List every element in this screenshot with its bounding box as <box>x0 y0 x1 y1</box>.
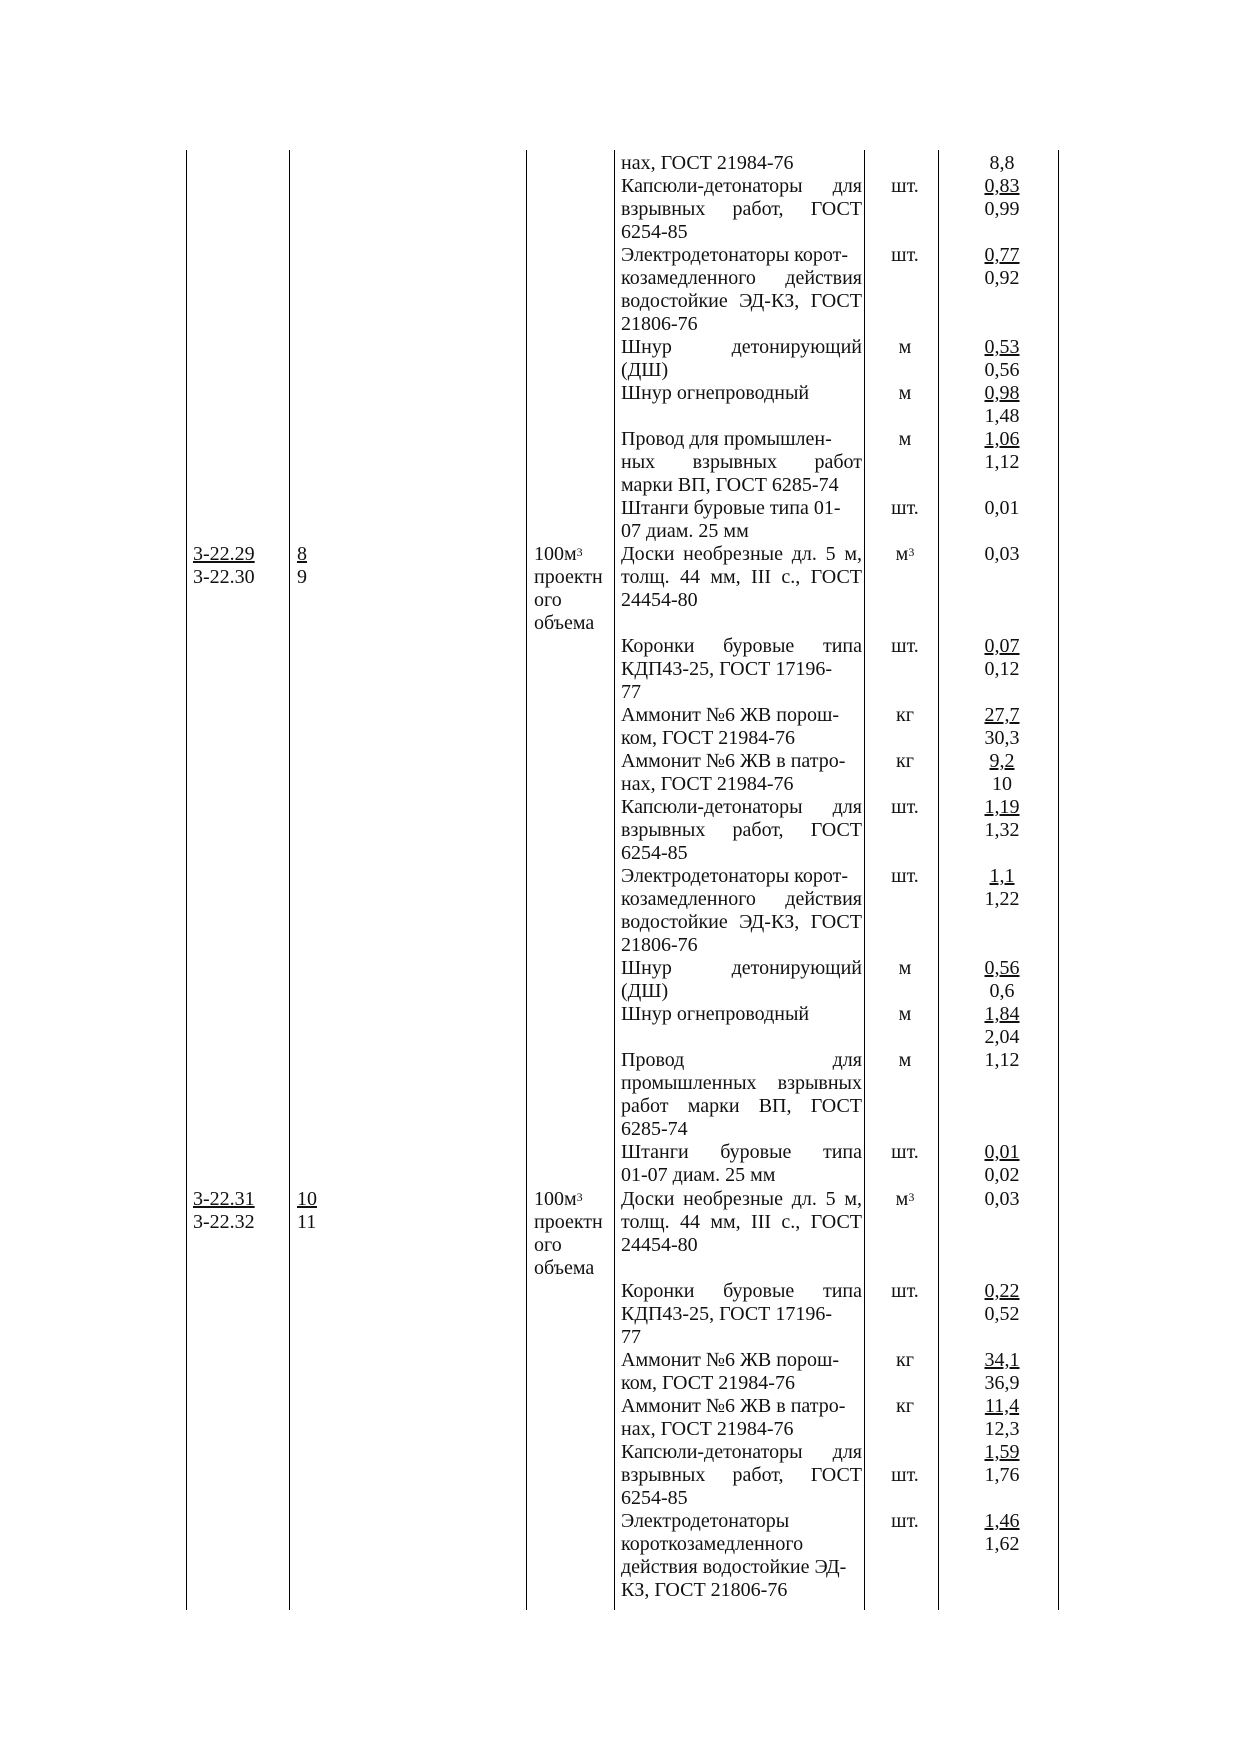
resource-name-cell <box>621 152 862 175</box>
measure-line: проектн <box>534 1211 603 1233</box>
quantity-numerator: 0,77 <box>984 244 1020 266</box>
resource-name-line: Провод для <box>621 1049 862 1071</box>
quantity-numerator: 0,53 <box>984 336 1020 358</box>
quantity-numerator: 11,4 <box>984 1395 1020 1417</box>
resource-name-line: 01-07 диам. 25 мм <box>621 1164 776 1186</box>
quantity-cell <box>950 704 1054 750</box>
measure-line: ого <box>534 1234 562 1256</box>
quantity-numerator: 0,03 <box>984 543 1020 565</box>
table-border-right <box>1058 150 1059 1610</box>
unit-cell <box>870 635 940 658</box>
resource-name-line: Капсюли-детонаторы для <box>621 175 862 197</box>
unit-text: шт. <box>891 497 919 519</box>
quantity-denominator: 0,6 <box>989 980 1015 1002</box>
resource-name-line: ком, ГОСТ 21984-76 <box>621 1372 795 1394</box>
quantity-cell <box>950 796 1054 842</box>
resource-name-line: КЗ, ГОСТ 21806-76 <box>621 1579 788 1601</box>
unit-text: шт. <box>891 635 919 657</box>
resource-name-line: Шнур огнепроводный <box>621 1003 810 1025</box>
unit-text: кг <box>896 704 914 726</box>
table-divider-measure <box>614 150 615 1610</box>
unit-text: шт. <box>891 175 919 197</box>
quantity-cell <box>950 957 1054 1003</box>
resource-name-line: короткозамедленного <box>621 1533 804 1555</box>
resource-name-line: Коронки буровые типа <box>621 635 862 657</box>
resource-name-cell <box>621 1280 862 1349</box>
unit-text: м <box>898 957 912 979</box>
resource-name-cell <box>621 1141 862 1187</box>
quantity-numerator: 0,03 <box>984 1188 1020 1210</box>
unit-text: м <box>895 1188 909 1210</box>
group-code-secondary: 3-22.32 <box>193 1211 255 1233</box>
quantity-cell <box>950 1049 1054 1072</box>
resource-name-cell <box>621 244 862 336</box>
resource-name-line: водостойкие ЭД-КЗ, ГОСТ <box>621 290 862 312</box>
group-measure-cell <box>534 543 603 635</box>
quantity-numerator: 1,59 <box>984 1441 1020 1463</box>
unit-text: кг <box>896 750 914 772</box>
group-measure-cell <box>534 1188 603 1280</box>
quantity-numerator: 1,1 <box>989 865 1015 887</box>
table-divider-resource <box>864 150 865 1610</box>
group-code-primary: 3-22.29 <box>193 543 255 565</box>
unit-cell <box>870 244 940 267</box>
resource-name-line: 24454-80 <box>621 589 698 611</box>
resource-name-line: водостойкие ЭД-КЗ, ГОСТ <box>621 911 862 933</box>
resource-name-line: 24454-80 <box>621 1234 698 1256</box>
quantity-cell <box>950 1280 1054 1326</box>
measure-line: объема <box>534 1257 595 1279</box>
resource-name-line: 77 <box>621 681 641 703</box>
resource-name-line: взрывных работ, ГОСТ <box>621 1464 862 1486</box>
resource-name-line: Аммонит №6 ЖВ порош- <box>621 704 840 726</box>
quantity-numerator: 0,07 <box>984 635 1020 657</box>
quantity-denominator: 1,32 <box>984 819 1020 841</box>
unit-text: шт. <box>891 865 919 887</box>
resource-name-line: Капсюли-детонаторы для <box>621 1441 862 1463</box>
measure-prefix: 100м <box>534 543 577 565</box>
resource-name-line: Коронки буровые типа <box>621 1280 862 1302</box>
resource-name-line: ных взрывных работ <box>621 451 862 473</box>
unit-cell <box>870 796 940 819</box>
resource-name-cell <box>621 175 862 244</box>
quantity-numerator: 1,46 <box>984 1510 1020 1532</box>
measure-line: ого <box>534 589 562 611</box>
group-number-cell <box>297 1188 317 1234</box>
unit-cell <box>870 497 940 520</box>
resource-name-line: Электродетонаторы корот- <box>621 244 849 266</box>
unit-cell <box>870 1049 940 1072</box>
quantity-cell <box>950 1510 1054 1556</box>
quantity-denominator: 2,04 <box>984 1026 1020 1048</box>
quantity-denominator: 0,92 <box>984 267 1020 289</box>
resource-name-line: толщ. 44 мм, III с., ГОСТ <box>621 1211 862 1233</box>
group-code-cell <box>193 1188 255 1234</box>
resource-name-line: марки ВП, ГОСТ 6285-74 <box>621 474 839 496</box>
quantity-cell <box>950 750 1054 796</box>
resource-name-cell <box>621 796 862 865</box>
quantity-numerator: 34,1 <box>984 1349 1020 1371</box>
resource-name-cell <box>621 750 862 796</box>
resource-name-line: ком, ГОСТ 21984-76 <box>621 727 795 749</box>
resource-name-line: работ марки ВП, ГОСТ <box>621 1095 862 1117</box>
quantity-numerator: 0,98 <box>984 382 1020 404</box>
resource-name-line: Капсюли-детонаторы для <box>621 796 862 818</box>
resource-name-line: нах, ГОСТ 21984-76 <box>621 1418 794 1440</box>
resource-name-cell <box>621 957 862 1003</box>
unit-cell <box>870 382 940 405</box>
resource-name-line: Аммонит №6 ЖВ порош- <box>621 1349 840 1371</box>
resource-name-line: взрывных работ, ГОСТ <box>621 819 862 841</box>
resource-name-cell <box>621 1188 862 1257</box>
unit-cell <box>870 543 940 566</box>
resource-name-cell <box>621 1003 862 1026</box>
quantity-denominator: 0,99 <box>984 198 1020 220</box>
quantity-cell <box>950 1141 1054 1187</box>
measure-sup: 3 <box>576 545 583 559</box>
unit-text: шт. <box>891 796 919 818</box>
quantity-numerator: 27,7 <box>984 704 1020 726</box>
quantity-numerator: 0,01 <box>984 497 1020 519</box>
resource-name-cell <box>621 543 862 612</box>
quantity-cell <box>950 543 1054 566</box>
group-number-primary: 10 <box>297 1188 317 1210</box>
quantity-cell <box>950 244 1054 290</box>
unit-cell <box>870 704 940 727</box>
quantity-numerator: 0,22 <box>984 1280 1020 1302</box>
quantity-numerator: 9,2 <box>989 750 1015 772</box>
resource-name-line: толщ. 44 мм, III с., ГОСТ <box>621 566 862 588</box>
unit-cell <box>870 1510 940 1533</box>
unit-text: м <box>898 382 912 404</box>
unit-text: м <box>898 1049 912 1071</box>
unit-text: м <box>895 543 909 565</box>
quantity-numerator: 1,84 <box>984 1003 1020 1025</box>
unit-cell <box>870 1395 940 1418</box>
quantity-denominator: 1,12 <box>984 451 1020 473</box>
quantity-cell <box>950 1188 1054 1211</box>
resource-name-line: 6285-74 <box>621 1118 688 1140</box>
quantity-numerator: 0,56 <box>984 957 1020 979</box>
resource-name-line: Провод для промышлен- <box>621 428 832 450</box>
unit-cell <box>870 1188 940 1211</box>
resource-name-line: 07 диам. 25 мм <box>621 520 749 542</box>
quantity-denominator: 1,76 <box>984 1464 1020 1486</box>
resource-name-cell <box>621 1349 862 1395</box>
resource-name-line: 6254-85 <box>621 221 688 243</box>
resource-name-line: Штанги буровые типа <box>621 1141 862 1163</box>
quantity-cell <box>950 336 1054 382</box>
resource-name-line: взрывных работ, ГОСТ <box>621 198 862 220</box>
resource-name-cell <box>621 382 862 405</box>
resource-name-line: Шнур огнепроводный <box>621 382 810 404</box>
resource-name-line: козамедленного действия <box>621 888 862 910</box>
resource-name-line: (ДШ) <box>621 359 669 381</box>
quantity-numerator: 1,06 <box>984 428 1020 450</box>
unit-text: шт. <box>891 244 919 266</box>
unit-text: шт. <box>891 1280 919 1302</box>
measure-line: объема <box>534 612 595 634</box>
resource-name-line: Электродетонаторы <box>621 1510 790 1532</box>
quantity-denominator: 0,56 <box>984 359 1020 381</box>
resource-name-line: 21806-76 <box>621 934 698 956</box>
unit-cell <box>870 175 940 198</box>
quantity-denominator: 1,22 <box>984 888 1020 910</box>
quantity-cell <box>950 1003 1054 1049</box>
resource-name-cell <box>621 704 862 750</box>
resource-name-line: Аммонит №6 ЖВ в патро- <box>621 750 846 772</box>
unit-text: м <box>898 428 912 450</box>
resource-name-line: Электродетонаторы корот- <box>621 865 849 887</box>
quantity-denominator: 12,3 <box>984 1418 1020 1440</box>
resource-name-line: 21806-76 <box>621 313 698 335</box>
quantity-cell <box>950 1349 1054 1395</box>
resource-name-line: Доски необрезные дл. 5 м, <box>621 1188 862 1210</box>
quantity-numerator: 0,83 <box>984 175 1020 197</box>
group-number-primary: 8 <box>297 543 307 565</box>
quantity-numerator: 0,01 <box>984 1141 1020 1163</box>
resource-name-line: Аммонит №6 ЖВ в патро- <box>621 1395 846 1417</box>
quantity-cell <box>950 1395 1054 1441</box>
resource-name-line: промышленных взрывных <box>621 1072 862 1094</box>
measure-sup: 3 <box>576 1190 583 1204</box>
unit-cell <box>870 957 940 980</box>
resource-name-cell <box>621 635 862 704</box>
table-border-left <box>186 150 187 1610</box>
unit-cell <box>870 1349 940 1372</box>
resource-name-cell <box>621 336 862 382</box>
quantity-denominator: 10 <box>992 773 1012 795</box>
group-number-secondary: 9 <box>297 566 307 588</box>
resource-name-line: КДП43-25, ГОСТ 17196- <box>621 1303 833 1325</box>
unit-cell <box>870 750 940 773</box>
resource-name-line: 6254-85 <box>621 842 688 864</box>
quantity-denominator: 30,3 <box>984 727 1020 749</box>
resource-name-cell <box>621 1441 862 1510</box>
quantity-cell <box>950 152 1054 175</box>
resource-name-line: 6254-85 <box>621 1487 688 1509</box>
quantity-denominator: 36,9 <box>984 1372 1020 1394</box>
quantity-cell <box>950 1441 1054 1487</box>
group-code-secondary: 3-22.30 <box>193 566 255 588</box>
resource-name-cell <box>621 1395 862 1441</box>
unit-superscript: 3 <box>908 545 915 559</box>
resource-name-cell <box>621 1049 862 1141</box>
quantity-numerator: 8,8 <box>989 152 1015 174</box>
resource-name-line: нах, ГОСТ 21984-76 <box>621 152 794 174</box>
resource-name-line: Шнур детонирующий <box>621 336 862 358</box>
quantity-cell <box>950 382 1054 428</box>
resource-name-cell <box>621 865 862 957</box>
measure-line: проектн <box>534 566 603 588</box>
group-code-primary: 3-22.31 <box>193 1188 255 1210</box>
quantity-denominator: 0,12 <box>984 658 1020 680</box>
quantity-numerator: 1,12 <box>984 1049 1020 1071</box>
table-divider-code <box>289 150 290 1610</box>
resource-name-line: Доски необрезные дл. 5 м, <box>621 543 862 565</box>
resource-name-line: Штанги буровые типа 01- <box>621 497 841 519</box>
quantity-cell <box>950 428 1054 474</box>
quantity-cell <box>950 865 1054 911</box>
resource-name-cell <box>621 428 862 497</box>
resource-name-line: действия водостойкие ЭД- <box>621 1556 847 1578</box>
quantity-denominator: 1,48 <box>984 405 1020 427</box>
quantity-cell <box>950 175 1054 221</box>
resource-name-line: (ДШ) <box>621 980 669 1002</box>
unit-text: кг <box>896 1395 914 1417</box>
quantity-cell <box>950 635 1054 681</box>
group-number-cell <box>297 543 307 589</box>
unit-cell <box>870 1003 940 1026</box>
quantity-denominator: 0,02 <box>984 1164 1020 1186</box>
resource-name-line: КДП43-25, ГОСТ 17196- <box>621 658 833 680</box>
resource-name-line: 77 <box>621 1326 641 1348</box>
resource-name-line: нах, ГОСТ 21984-76 <box>621 773 794 795</box>
unit-text: шт. <box>891 1510 919 1532</box>
quantity-denominator: 0,52 <box>984 1303 1020 1325</box>
unit-text: шт. <box>891 1464 919 1486</box>
unit-cell <box>870 1464 940 1487</box>
resource-name-cell <box>621 497 862 543</box>
resource-name-line: Шнур детонирующий <box>621 957 862 979</box>
unit-cell <box>870 1280 940 1303</box>
resource-name-line: козамедленного действия <box>621 267 862 289</box>
unit-cell <box>870 336 940 359</box>
unit-text: м <box>898 336 912 358</box>
unit-text: кг <box>896 1349 914 1371</box>
measure-prefix: 100м <box>534 1188 577 1210</box>
group-code-cell <box>193 543 255 589</box>
unit-cell <box>870 865 940 888</box>
quantity-cell <box>950 497 1054 520</box>
unit-text: м <box>898 1003 912 1025</box>
group-number-secondary: 11 <box>297 1211 317 1233</box>
unit-cell <box>870 428 940 451</box>
quantity-numerator: 1,19 <box>984 796 1020 818</box>
unit-superscript: 3 <box>908 1190 915 1204</box>
table-divider-name <box>526 150 527 1610</box>
unit-cell <box>870 1141 940 1164</box>
resource-name-cell <box>621 1510 862 1602</box>
unit-text: шт. <box>891 1141 919 1163</box>
quantity-denominator: 1,62 <box>984 1533 1020 1555</box>
